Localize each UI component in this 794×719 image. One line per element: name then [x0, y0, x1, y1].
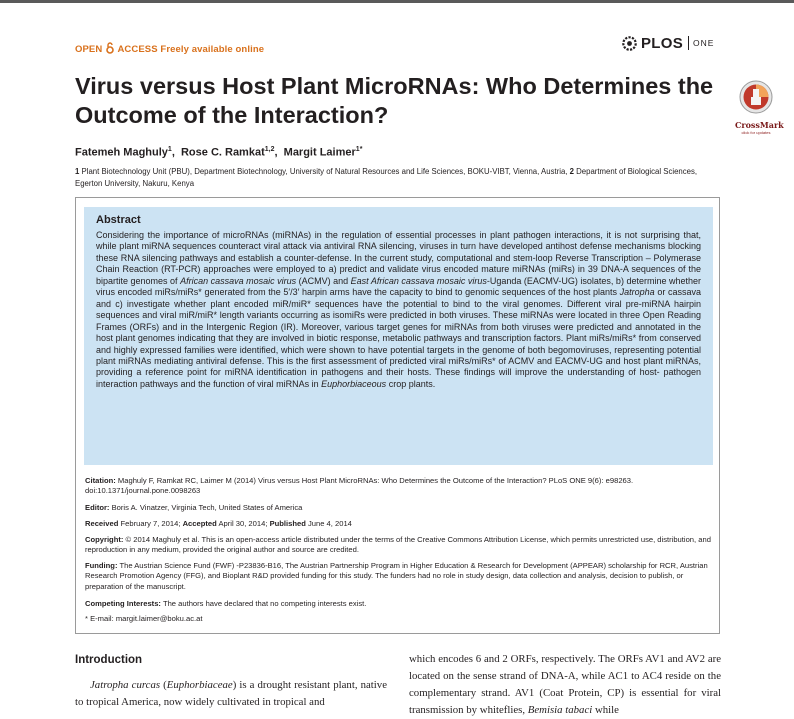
copyright: Copyright: © 2014 Maghuly et al. This is an open-access article distributed under the terms of the Creative Commons Attribution License, which permits unrestricted use, distribution, and reproduction in any medium, provided the original author and source are credited. [85, 535, 711, 555]
affiliations [75, 166, 723, 190]
virus-name: East African cassava mosaic virus [350, 275, 487, 286]
family-name: Euphorbiaceae [166, 679, 233, 691]
abstract-box [84, 207, 713, 465]
author-affiliation-mark: 1* [355, 146, 363, 153]
species-name: Jatropha curcas [90, 679, 161, 691]
affiliation-number: 1 [75, 167, 80, 176]
plant-name: Jatropha [619, 287, 655, 298]
author-list: Fatemeh Maghuly$^1$, Rose C. Ramkat$^{1,2}$, Margit Laimer$^{1*}$ [75, 146, 363, 159]
access-label: ACCESS [117, 44, 158, 55]
introduction-heading: Introduction [75, 654, 143, 666]
author-name: Fatemeh Maghuly [75, 146, 168, 159]
article-title: Virus versus Host Plant MicroRNAs: Who Determines the Outcome of the Interaction? [75, 73, 714, 128]
freely-available-label: Freely available online [160, 44, 265, 55]
journal-name: PLOS [641, 35, 684, 52]
affiliation-text: Department of Biological Sciences, Egerton University, Nakuru, Kenya [75, 167, 698, 188]
body-column-right: which encodes 6 and 2 ORFs, respectively. The ORFs AV1 and AV2 are located on the sense strand of DNA-A, while AC1 to AC4 reside on the complementary strand. AV1 (Coat Protein, CP) is essential for viral transmission by whiteflies, Bemisia tabaci while [409, 653, 721, 716]
editor: Editor: Boris A. Vinatzer, Virginia Tech, United States of America [85, 503, 303, 512]
journal-suffix: ONE [693, 38, 715, 48]
body-column-left: Jatropha curcas (Euphorbiaceae) is a drought resistant plant, native to tropical America, now widely cultivated in tropical and [75, 679, 387, 708]
crossmark-label: CrossMark [735, 120, 784, 130]
author-name: Rose C. Ramkat [180, 146, 265, 159]
citation: Citation: Maghuly F, Ramkat RC, Laimer M (2014) Virus versus Host Plant MicroRNAs: Who Determines the Outcome of the Interaction? PLoS ONE 9(6): e98263. doi:10.1371/journal.pone.0098263 [85, 476, 634, 496]
correspondence: * E-mail: margit.laimer@boku.ac.at [85, 614, 203, 623]
open-lock-icon [106, 42, 114, 57]
open-access-badge[interactable] [75, 42, 264, 57]
species-name: Bemisia tabaci [527, 704, 593, 716]
dates: Received February 7, 2014; Accepted April 30, 2014; Published June 4, 2014 [85, 519, 352, 528]
email-link[interactable]: margit.laimer@boku.ac.at [115, 614, 203, 623]
crossmark-icon [739, 80, 773, 114]
virus-name: African cassava mosaic virus [180, 275, 297, 286]
crossmark-sublabel: click for updates [741, 130, 771, 135]
top-border [0, 0, 794, 3]
logo-divider [688, 36, 689, 50]
affiliation-number: 2 [569, 167, 574, 176]
author-affiliation-mark: 1,2 [264, 146, 275, 153]
competing-interests: Competing Interests: The authors have declared that no competing interests exist. [85, 599, 367, 608]
author-affiliation-mark: 1 [167, 146, 172, 153]
abstract-text: Considering the importance of microRNAs (miRNAs) in the regulation of essential processes in plant pathogen interactions, it is not surprising that, while plant miRNA sequences counteract viral attack via antiviral RNA silencing, viruses in turn have developed antihost defense mechanisms blocking these RNA silencing pathways and establish a counter-defense. In the current study, computational and stem-loop Reverse Transcription – Polymerase Chain Reaction (RT-PCR) approaches were employed to a) predict and validate virus encoded mature miRNAs (miRs) in 39 DNA-A sequences of the bipartite genomes of African cassava mosaic virus (ACMV) and East African cassava mosaic virus-Uganda (EACMV-UG) isolates, b) determine whether virus encoded miRs/miRs* generated from the 5′/3′ harpin arms have the capacity to bind to genomic sequences of the host plants Jatropha or cassava and c) investigate whether plant encoded miR/miR* sequences have the potential to bind to the viral genomes. Different viral pre-miRNA hairpin sequences and viral miR/miR* length variants occurring as isomiRs were predicted in both viruses. These miRNAs were located in three Open Reading Frames (ORFs) and in the Intergenic Region (IR). Moreover, various target genes for miRNAs from both viruses were predicted and annotated in the host plant genomes indicating that they are involved in biotic response, metabolic pathways and transcription factors. Plant miRs/miRs* from conserved and highly expressed families were identified, which were shown to have potential targets in the genome of both begomoviruses, representing potential plant miRNAs mediating antiviral defense. This is the first assessment of predicted viral miRs/miRs* of ACMV and EACMV-UG and host plant miRNAs, providing a reference point for miRNA identification in pathogens and their hosts. These findings will improve the understanding of host- pathogen interaction pathways and the function of viral miRNAs in Euphorbiaceous crop plants. [96, 230, 701, 389]
plant-family: Euphorbiaceous [321, 378, 387, 389]
abstract-heading: Abstract [96, 214, 141, 226]
crossmark-badge[interactable] [735, 80, 784, 135]
plos-logo-icon [621, 35, 638, 57]
affiliation-text: Plant Biotechnology Unit (PBU), Department Biotechnology, University of Natural Resources and Life Sciences, BOKU-VIBT, Vienna, Austria, [81, 167, 568, 176]
funding: Funding: The Austrian Science Fund (FWF) -P23836-B16, The Austrian Partnership Program in Higher Education & Research for Development (APPEAR) scholarship for RCR, Austrian Research Promotion Agency (FFG), and Bioplant R&D provided funding for this study. The funders had no role in study design, data collection and analysis, decision to publish, or preparation of the manuscript. [85, 561, 708, 591]
author-name: Margit Laimer [283, 146, 356, 159]
journal-logo[interactable] [621, 35, 714, 57]
open-access-label: OPEN [75, 44, 103, 55]
